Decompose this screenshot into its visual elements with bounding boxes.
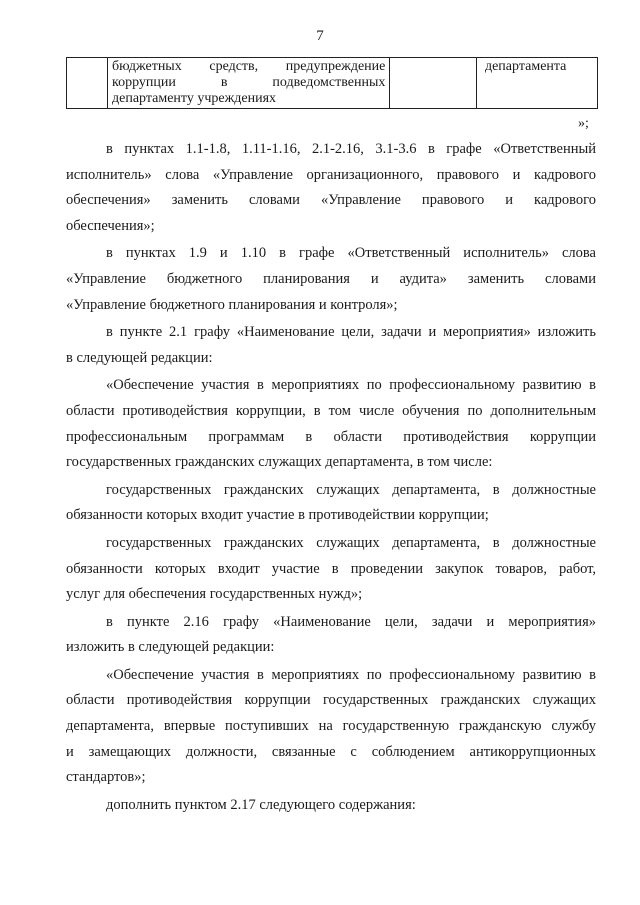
text-line: профессиональным программам в области противодействия коррупции (66, 428, 596, 445)
paragraph (66, 478, 596, 529)
table-cell-line: коррупции в подведомственных (112, 75, 386, 90)
text-line: государственных гражданских служащих департамента, в должностные (106, 481, 596, 498)
text-line: департамента, впервые поступивших на государственную гражданскую службу (66, 718, 596, 735)
table-cell-responsible (476, 58, 597, 109)
quote-closing: »; (578, 116, 589, 131)
paragraph (66, 241, 596, 318)
text-line: стандартов»; (66, 769, 146, 786)
text-line: изложить в следующей редакции: (66, 639, 275, 656)
paragraph (66, 531, 596, 608)
text-line: области противодействия коррупции государственных гражданских служащих (66, 692, 596, 709)
text-line: в пункте 2.16 графу «Наименование цели, задачи и мероприятия» (106, 613, 596, 630)
document-body (66, 137, 596, 820)
text-line: обязанности которых входит участие в проведении закупок товаров, работ, (66, 560, 596, 577)
measures-table-continuation (66, 57, 598, 109)
table-cell-measure (108, 58, 390, 109)
paragraph (66, 610, 596, 661)
paragraph (66, 320, 596, 371)
text-line: в пунктах 1.1-1.8, 1.11-1.16, 2.1-2.16, 3.1-3.6 в графе «Ответственный (106, 141, 596, 157)
text-line: «Управление бюджетного планирования и контроля»; (66, 296, 398, 313)
text-line: и замещающих должности, связанные с соблюдением антикоррупционных (66, 743, 596, 760)
text-line: обязанности которых входит участие в противодействии коррупции; (66, 507, 489, 524)
text-line: дополнить пунктом 2.17 следующего содержания: (106, 796, 416, 813)
table-row (67, 58, 598, 109)
text-line: государственных гражданских служащих департамента, в должностные (106, 534, 596, 551)
table-cell-line: департаменту учреждениях (112, 91, 277, 106)
text-line: «Обеспечение участия в мероприятиях по профессиональному развитию в (106, 666, 596, 683)
table-cell-line: бюджетных средств, предупреждение (112, 59, 386, 74)
paragraph (66, 663, 596, 791)
text-line: «Управление бюджетного планирования и аудита» заменить словами (66, 270, 596, 287)
text-line: государственных гражданских служащих департамента, в том числе: (66, 454, 493, 471)
page-number: 7 (316, 28, 324, 44)
text-line: услуг для обеспечения государственных нужд»; (66, 586, 363, 603)
text-line: области противодействия коррупции, в том числе обучения по дополнительным (66, 402, 596, 419)
table-cell-text: департамента (484, 59, 567, 74)
table-cell-number (67, 58, 108, 109)
paragraph (66, 137, 596, 239)
paragraph (66, 793, 596, 819)
text-line: в следующей редакции: (66, 349, 213, 366)
text-line: в пункте 2.1 графу «Наименование цели, задачи и мероприятия» изложить (106, 324, 596, 341)
text-line: обеспечения»; (66, 217, 155, 234)
text-line: «Обеспечение участия в мероприятиях по профессиональному развитию в (106, 377, 596, 394)
table-cell-deadline (390, 58, 477, 109)
text-line: в пунктах 1.9 и 1.10 в графе «Ответственный исполнитель» слова (106, 245, 596, 262)
text-line: исполнитель» слова «Управление организационного, правового и кадрового (66, 166, 596, 183)
text-line: обеспечения» заменить словами «Управление правового и кадрового (66, 192, 596, 209)
paragraph (66, 373, 596, 475)
